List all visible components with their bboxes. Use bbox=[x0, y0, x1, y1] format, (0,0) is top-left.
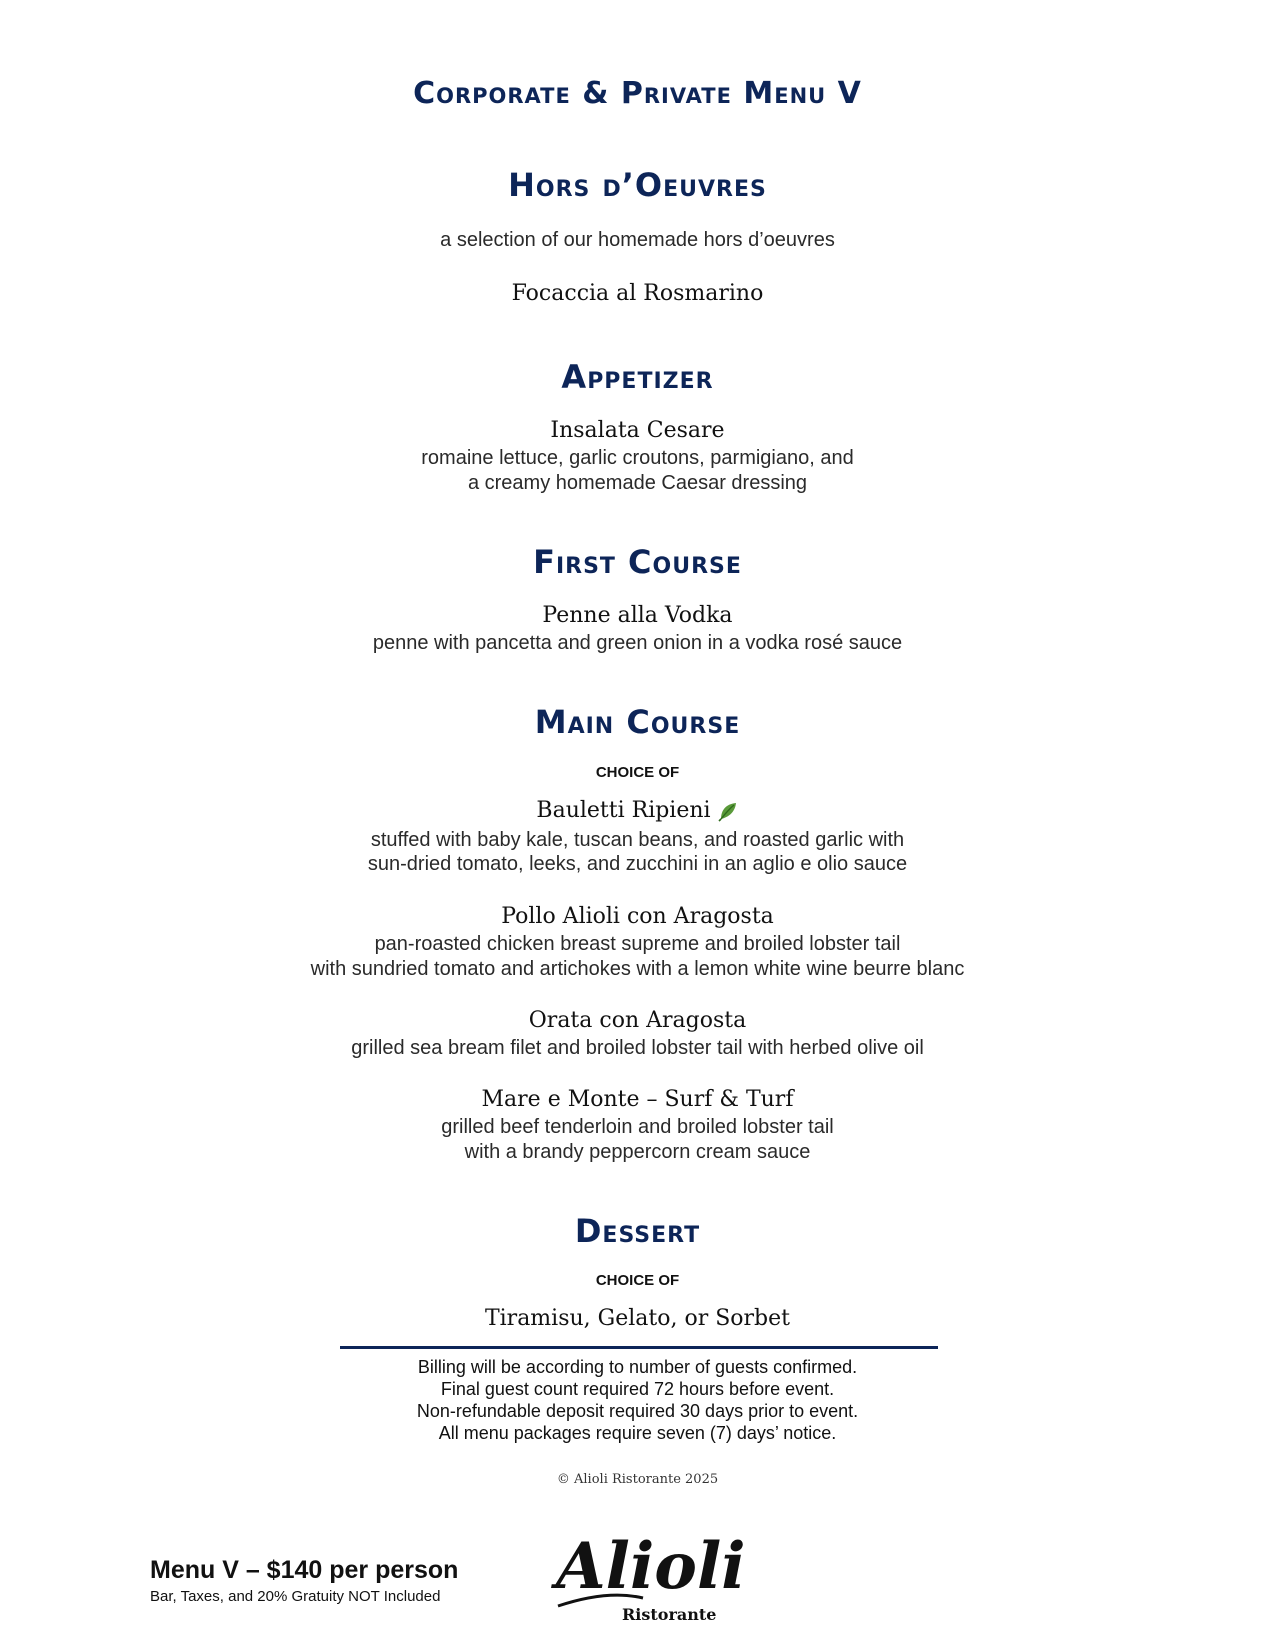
item-description: a creamy homemade Caesar dressing bbox=[467, 472, 808, 494]
item-description: grilled beef tenderloin and broiled lobster tail bbox=[441, 1116, 834, 1138]
logo-name: Alioli bbox=[556, 1529, 746, 1604]
copyright: © Alioli Ristorante 2025 bbox=[556, 1472, 719, 1487]
section-heading-main-course: Main Course bbox=[534, 703, 741, 741]
divider bbox=[340, 1346, 938, 1349]
item-name: Bauletti Ripieni bbox=[536, 798, 711, 823]
billing-line: Non-refundable deposit required 30 days prior to event. bbox=[416, 1401, 859, 1421]
billing-line: All menu packages require seven (7) days’ notice. bbox=[438, 1423, 837, 1443]
section-heading-first-course: First Course bbox=[533, 543, 742, 581]
page-title: Corporate & Private Menu V bbox=[413, 76, 862, 111]
item-bauletti-ripieni bbox=[0, 798, 1275, 823]
choice-of-label: CHOICE OF bbox=[595, 764, 680, 781]
billing-line: Billing will be according to number of guests confirmed. bbox=[417, 1357, 858, 1377]
item-description: sun-dried tomato, leeks, and zucchini in an aglio e olio sauce bbox=[367, 853, 908, 875]
item-pollo-alioli: Pollo Alioli con Aragosta bbox=[501, 904, 774, 929]
section-heading-appetizer: Appetizer bbox=[561, 358, 714, 396]
item-insalata-cesare: Insalata Cesare bbox=[550, 418, 725, 443]
item-description: pan-roasted chicken breast supreme and broiled lobster tail bbox=[374, 933, 901, 955]
section-heading-hors-doeuvres: Hors d’Oeuvres bbox=[508, 166, 767, 204]
leaf-icon bbox=[717, 800, 739, 822]
item-description: with a brandy peppercorn cream sauce bbox=[464, 1141, 811, 1163]
item-description: with sundried tomato and artichokes with a lemon white wine beurre blanc bbox=[310, 958, 965, 980]
billing-terms bbox=[0, 1356, 1275, 1444]
logo-tagline: Ristorante bbox=[622, 1605, 717, 1624]
item-description: stuffed with baby kale, tuscan beans, and roasted garlic with bbox=[370, 829, 905, 851]
choice-of-label: CHOICE OF bbox=[595, 1272, 680, 1289]
item-orata-con-aragosta: Orata con Aragosta bbox=[528, 1008, 747, 1033]
item-dessert-choices: Tiramisu, Gelato, or Sorbet bbox=[484, 1306, 791, 1331]
item-description: penne with pancetta and green onion in a vodka rosé sauce bbox=[372, 632, 903, 654]
menu-price: Menu V – $140 per person bbox=[150, 1556, 459, 1584]
item-focaccia: Focaccia al Rosmarino bbox=[511, 281, 764, 306]
hors-doeuvres-intro: a selection of our homemade hors d’oeuvres bbox=[440, 229, 835, 251]
item-description: romaine lettuce, garlic croutons, parmigiano, and bbox=[421, 447, 854, 469]
billing-line: Final guest count required 72 hours before event. bbox=[440, 1379, 835, 1399]
section-heading-dessert: Dessert bbox=[574, 1212, 701, 1250]
alioli-logo bbox=[548, 1526, 758, 1626]
item-description: grilled sea bream filet and broiled lobster tail with herbed olive oil bbox=[351, 1037, 924, 1059]
menu-price-note: Bar, Taxes, and 20% Gratuity NOT Included bbox=[150, 1588, 441, 1605]
item-penne-alla-vodka: Penne alla Vodka bbox=[542, 603, 733, 628]
item-mare-e-monte: Mare e Monte – Surf & Turf bbox=[481, 1087, 794, 1112]
